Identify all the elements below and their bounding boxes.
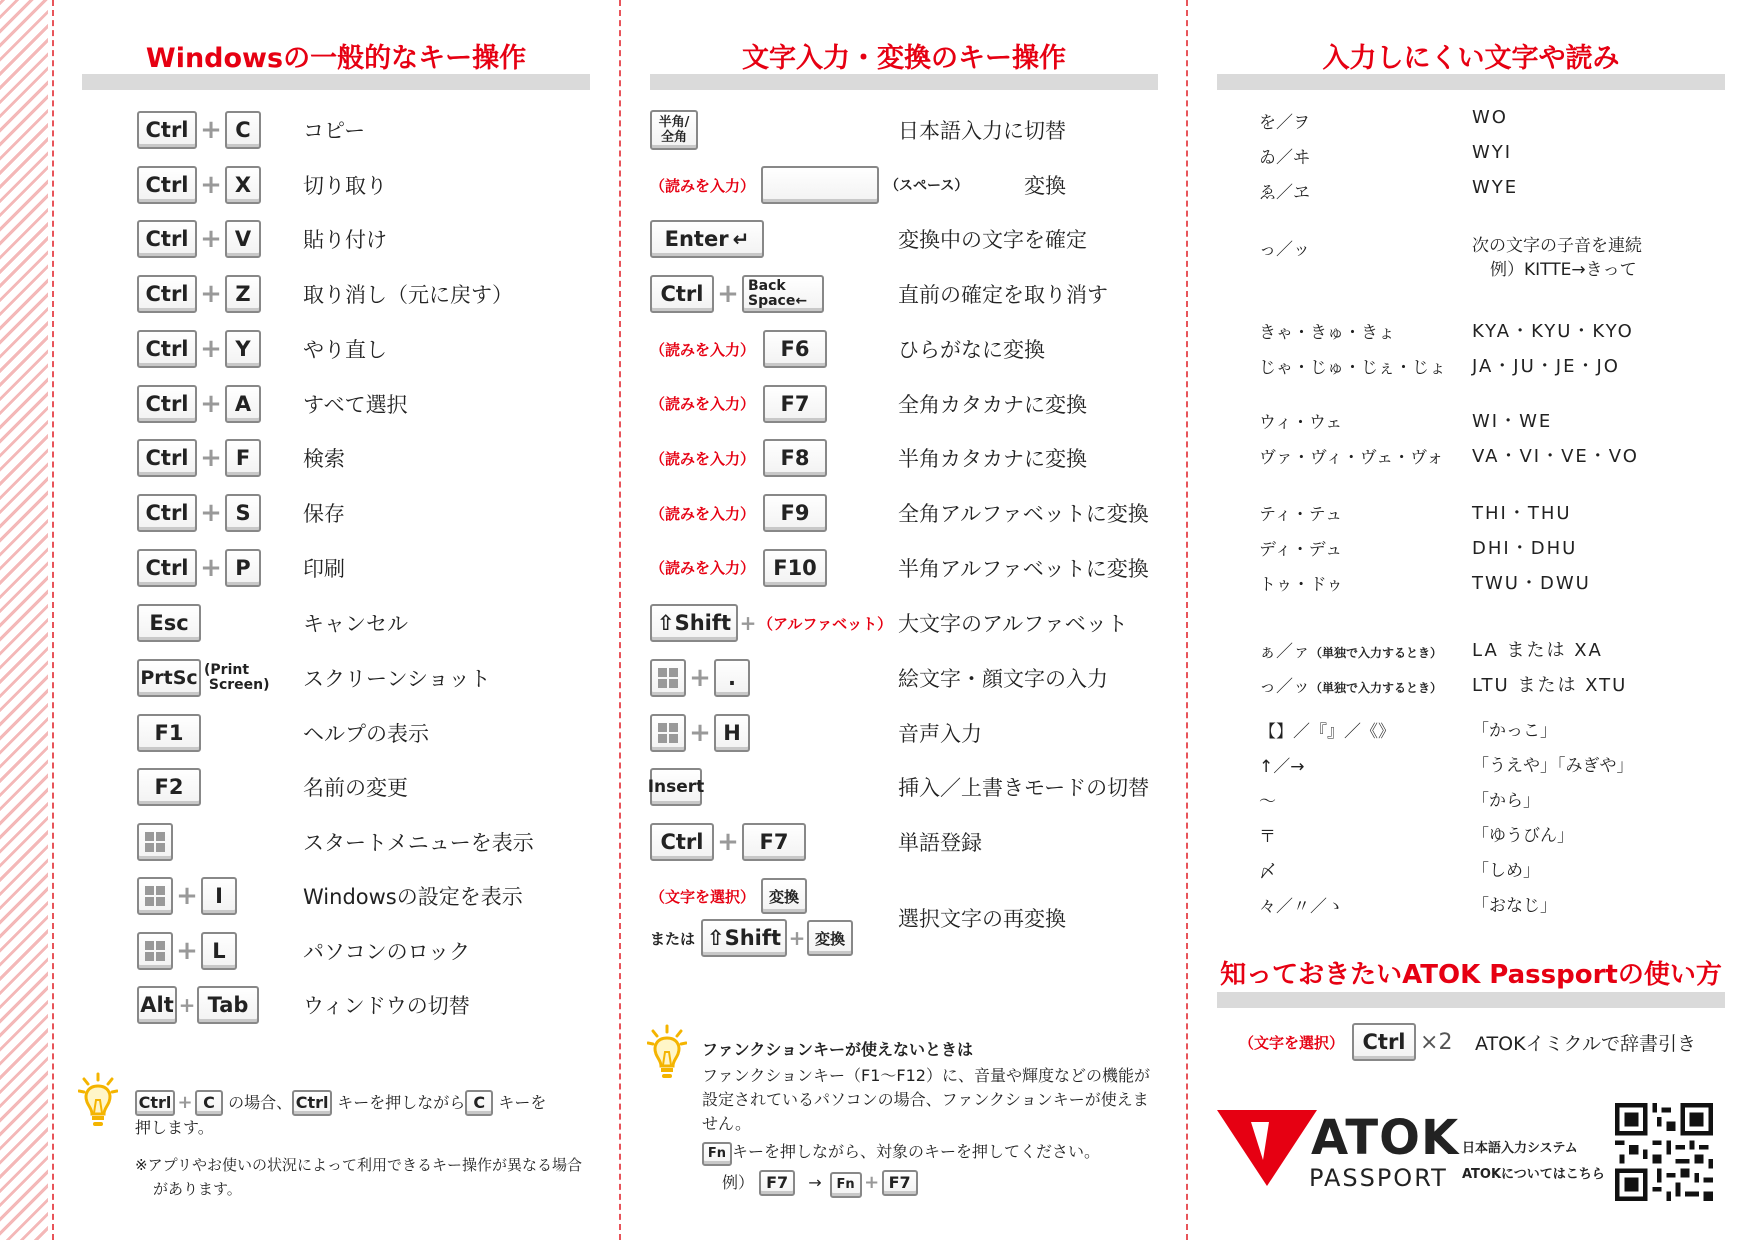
reading-label: 「しめ」 — [1472, 861, 1540, 881]
atok-logo-mark — [1217, 1110, 1317, 1186]
shortcut-description: パソコンのロック — [303, 940, 471, 964]
shortcut-description: 挿入／上書きモードの切替 — [898, 776, 1150, 800]
character-label: きゃ・きゅ・きょ — [1259, 323, 1395, 343]
reading-input-label: （読みを入力） — [650, 340, 756, 359]
shortcut-row — [650, 163, 1158, 207]
column-divider — [619, 0, 621, 1240]
shortcut-description: 半角アルファベットに変換 — [898, 556, 1149, 581]
ctrl-key: Ctrl — [137, 549, 197, 587]
shortcut-description: コピー — [303, 119, 366, 143]
tip-text: Ctrl + C の場合、 Ctrl キーを押しながら C キーを 押します。 — [135, 1092, 547, 1137]
lightbulb-icon — [647, 1024, 687, 1084]
function-key: F9 — [763, 494, 827, 532]
ctrl-key: Ctrl — [137, 439, 197, 477]
plus-icon: + — [200, 279, 222, 310]
f7-key: F7 — [759, 1170, 795, 1196]
function-key: F7 — [763, 385, 827, 423]
space-key — [761, 166, 879, 204]
character-label: 〜 — [1259, 792, 1276, 812]
letter-key: X — [225, 166, 261, 204]
ctrl-key: Ctrl — [137, 166, 197, 204]
shift-key: ⇧Shift — [701, 919, 787, 957]
column-divider — [1186, 0, 1188, 1240]
shortcut-row — [82, 491, 590, 535]
character-label: トゥ・ドゥ — [1259, 575, 1344, 595]
plus-icon: + — [176, 936, 198, 966]
windows-key — [650, 659, 686, 697]
letter-key: Y — [225, 330, 261, 368]
shortcut-row — [650, 546, 1158, 590]
alt-key: Alt — [137, 986, 177, 1024]
plus-icon: + — [200, 497, 222, 528]
function-key: F6 — [763, 330, 827, 368]
shortcut-description: 直前の確定を取り消す — [898, 283, 1108, 307]
f1-key: F1 — [137, 714, 201, 752]
shortcut-description: 変換中の文字を確定 — [898, 228, 1087, 252]
shortcut-row — [650, 711, 1158, 755]
character-label: じゃ・じゅ・じぇ・じょ — [1259, 358, 1446, 378]
shortcut-description: 単語登録 — [898, 831, 982, 855]
character-label: 【】／『』／《》 — [1259, 722, 1395, 742]
letter-key: F — [225, 439, 261, 477]
section-bar — [1217, 992, 1725, 1008]
shortcut-row — [82, 382, 590, 426]
windows-logo-icon — [145, 832, 165, 852]
column-divider — [52, 0, 54, 1240]
shortcut-row — [82, 163, 590, 207]
shortcut-row — [650, 820, 1158, 864]
character-label: っ／ッ（単独で入力するとき） — [1259, 677, 1443, 697]
c-key: C — [195, 1090, 223, 1116]
ctrl-key: Ctrl — [292, 1090, 332, 1116]
plus-icon: + — [176, 881, 198, 911]
input-conversion-column — [647, 0, 1158, 1240]
shortcut-row — [82, 656, 590, 700]
ctrl-key: Ctrl — [137, 494, 197, 532]
character-label: 々／〃／ゝ — [1259, 897, 1344, 917]
reading-label: LA または XA — [1472, 640, 1603, 661]
esc-key: Esc — [137, 604, 201, 642]
lightbulb-icon — [78, 1072, 118, 1132]
reading-label: WYE — [1472, 177, 1519, 198]
insert-key: Insert — [650, 768, 702, 806]
l-key: L — [201, 932, 237, 970]
atok-logo-text: ATOK — [1311, 1110, 1460, 1166]
fn-key: Fn — [830, 1172, 862, 1198]
section-bar — [82, 74, 590, 90]
times-two-label: ×2 — [1420, 1029, 1453, 1055]
shortcut-description: 選択文字の再変換 — [898, 907, 1066, 931]
plus-icon: + — [200, 224, 222, 255]
shortcut-row — [82, 874, 590, 918]
section-title: 知っておきたいATOK Passportの使い方 — [1220, 960, 1722, 990]
shortcut-row — [82, 601, 590, 645]
character-label: 〒 — [1259, 827, 1276, 847]
plus-icon: + — [689, 718, 711, 748]
letter-key: S — [225, 494, 261, 532]
plus-icon: + — [200, 333, 222, 364]
qr-code-icon[interactable] — [1615, 1103, 1713, 1201]
plus-icon: + — [689, 663, 711, 693]
shortcut-row — [650, 601, 1158, 645]
shortcut-row — [82, 272, 590, 316]
ctrl-key: Ctrl — [137, 385, 197, 423]
letter-key: V — [225, 220, 261, 258]
reading-label: WI・WE — [1472, 411, 1553, 432]
shortcut-description: スタートメニューを表示 — [303, 831, 534, 855]
character-label: ↑／→ — [1259, 757, 1305, 777]
plus-icon: + — [739, 611, 757, 635]
reading-label: WYI — [1472, 142, 1513, 163]
shortcut-description: Windowsの設定を表示 — [303, 885, 523, 909]
windows-logo-icon — [145, 941, 165, 961]
ctrl-key: Ctrl — [137, 330, 197, 368]
ctrl-key: Ctrl — [137, 111, 197, 149]
shortcut-row — [82, 327, 590, 371]
shortcut-description: ひらがなに変換 — [898, 338, 1045, 362]
reading-label: 「おなじ」 — [1472, 896, 1557, 916]
function-key: F8 — [763, 439, 827, 477]
reading-label: KYA・KYU・KYO — [1472, 321, 1634, 342]
henkan-key: 変換 — [761, 878, 807, 914]
shortcut-description: すべて選択 — [303, 392, 408, 417]
shortcut-description: 取り消し（元に戻す） — [303, 283, 513, 308]
shortcut-row — [650, 108, 1158, 152]
shortcut-row — [650, 656, 1158, 700]
ctrl-key: Ctrl — [1352, 1023, 1416, 1061]
ctrl-key: Ctrl — [137, 220, 197, 258]
reading-input-label: （読みを入力） — [650, 176, 756, 195]
shortcut-row — [82, 217, 590, 261]
character-label: ぁ／ァ（単独で入力するとき） — [1259, 642, 1443, 662]
reading-input-label: （読みを入力） — [650, 449, 756, 468]
henkan-key: 変換 — [807, 920, 853, 956]
decorative-stripe — [0, 0, 48, 1240]
character-label: ティ・テュ — [1259, 505, 1343, 525]
shortcut-description: 保存 — [303, 501, 345, 526]
tip-body: ファンクションキー（F1〜F12）に、音量や輝度などの機能が設定されているパソコンの場合、ファンクションキーが使えません。 — [702, 1066, 1150, 1133]
passport-row — [1217, 1020, 1725, 1064]
function-key: F10 — [763, 549, 827, 587]
character-label: を／ヲ — [1259, 113, 1310, 133]
reading-label: 「ゆうびん」 — [1472, 826, 1574, 846]
hankaku-zenkaku-key: 半角/ 全角 — [650, 110, 698, 150]
reading-label: LTU または XTU — [1472, 675, 1628, 696]
shortcut-description: 名前の変更 — [303, 776, 408, 800]
space-label: （スペース） — [885, 178, 969, 194]
character-label: ゐ／ヰ — [1259, 148, 1310, 168]
windows-key — [650, 714, 686, 752]
character-label: ディ・デュ — [1259, 540, 1343, 560]
difficult-characters-column — [1217, 0, 1725, 1240]
shortcut-row — [650, 217, 1158, 261]
shortcut-row — [82, 546, 590, 590]
windows-keys-column — [82, 0, 590, 1240]
plus-icon: + — [200, 115, 222, 145]
shortcut-description: 全角カタカナに変換 — [898, 392, 1087, 417]
letter-key: P — [225, 549, 261, 587]
windows-logo-icon — [145, 886, 165, 906]
section-bar — [650, 74, 1158, 90]
plus-icon: + — [200, 443, 222, 474]
enter-key: Enter ↵ — [650, 220, 764, 258]
plus-icon: + — [717, 827, 739, 857]
passport-description: ATOKイミクルで辞書引き — [1475, 1032, 1696, 1055]
reading-label: 「かっこ」 — [1472, 721, 1557, 741]
shortcut-row — [650, 491, 1158, 535]
reading-label: VA・VI・VE・VO — [1472, 446, 1639, 467]
section-title: 文字入力・変換のキー操作 — [742, 43, 1066, 74]
shortcut-description: 変換 — [1024, 174, 1066, 198]
prtsc-note: (Print Screen) — [204, 662, 270, 693]
shortcut-row — [82, 765, 590, 809]
backspace-key: Back Space← — [742, 275, 824, 313]
reading-input-label: （読みを入力） — [650, 504, 756, 523]
ctrl-key: Ctrl — [650, 823, 714, 861]
shortcut-description: 全角アルファベットに変換 — [898, 502, 1149, 527]
shortcut-description: ウィンドウの切替 — [303, 994, 470, 1018]
shortcut-row — [82, 983, 590, 1027]
f2-key: F2 — [137, 768, 201, 806]
reading-label: THI・THU — [1472, 503, 1572, 524]
plus-icon: + — [200, 169, 222, 200]
period-key: . — [714, 659, 750, 697]
character-label: ウィ・ウェ — [1259, 413, 1343, 433]
select-text-label: （文字を選択） — [1239, 1033, 1345, 1052]
prtsc-key: PrtSc — [137, 659, 201, 697]
ctrl-key: Ctrl — [137, 275, 197, 313]
atok-info-link[interactable]: ATOKについてはこちら — [1462, 1167, 1605, 1182]
reading-label: DHI・DHU — [1472, 538, 1578, 559]
shortcut-row — [82, 820, 590, 864]
shortcut-description: ヘルプの表示 — [303, 722, 429, 746]
character-label: っ／ッ — [1259, 240, 1310, 260]
shortcut-row — [82, 929, 590, 973]
windows-logo-icon — [658, 723, 678, 743]
ctrl-key: Ctrl — [650, 275, 714, 313]
tip-note: ※アプリやお使いの状況によって利用できるキー操作が異なる場合があります。 — [135, 1156, 582, 1198]
reading-label: 次の文字の子音を連続 例）KITTE→きって — [1472, 236, 1642, 280]
character-label: ゑ／ヱ — [1259, 183, 1310, 203]
shortcut-description: 大文字のアルファベット — [898, 612, 1128, 636]
tip-example: 例） F7 → Fn + F7 — [722, 1170, 918, 1198]
plus-icon: + — [788, 926, 806, 950]
shortcut-description: 音声入力 — [898, 722, 982, 746]
i-key: I — [201, 877, 237, 915]
shortcut-description: 検索 — [303, 447, 345, 472]
shortcut-row — [82, 108, 590, 152]
reading-label: 「から」 — [1472, 791, 1540, 811]
logo-caption: 日本語入力システム — [1462, 1141, 1578, 1156]
shift-key: ⇧Shift — [650, 604, 738, 642]
shortcut-description: 印刷 — [303, 556, 345, 581]
letter-key: A — [225, 385, 261, 423]
windows-key — [137, 932, 173, 970]
letter-key: Z — [225, 275, 261, 313]
reading-label: WO — [1472, 107, 1508, 128]
shortcut-row — [650, 327, 1158, 371]
reading-label: TWU・DWU — [1472, 573, 1591, 594]
reading-input-label: （読みを入力） — [650, 559, 756, 578]
shortcut-description: 日本語入力に切替 — [898, 119, 1066, 143]
shortcut-description: 貼り付け — [303, 228, 387, 253]
or-label: または — [650, 929, 696, 948]
alphabet-label: （アルファベット） — [758, 614, 893, 633]
section-title: 入力しにくい文字や読み — [1322, 43, 1620, 74]
fn-key: Fn — [702, 1142, 732, 1166]
tip-fn-line: Fn キーを押しながら、対象のキーを押してください。 — [702, 1140, 1162, 1166]
shortcut-row — [650, 272, 1158, 316]
tip-title: ファンクションキーが使えないときは — [702, 1040, 974, 1059]
select-text-label: （文字を選択） — [650, 887, 756, 906]
character-label: 〆 — [1259, 862, 1276, 882]
passport-logo-text: PASSPORT — [1309, 1164, 1448, 1192]
shortcut-description: 絵文字・顔文字の入力 — [898, 667, 1108, 691]
character-label: ヴァ・ヴィ・ヴェ・ヴォ — [1259, 448, 1444, 468]
plus-icon: + — [200, 388, 222, 419]
section-title: Windowsの一般的なキー操作 — [145, 43, 527, 74]
plus-icon: + — [200, 552, 222, 583]
f7-key: F7 — [882, 1170, 918, 1196]
ctrl-key: Ctrl — [135, 1090, 175, 1116]
windows-key — [137, 823, 173, 861]
plus-icon: + — [178, 993, 196, 1017]
reading-input-label: （読みを入力） — [650, 395, 756, 414]
shortcut-row — [82, 436, 590, 480]
shortcut-description: キャンセル — [303, 612, 408, 636]
windows-key — [137, 877, 173, 915]
windows-logo-icon — [658, 668, 678, 688]
tab-key: Tab — [197, 986, 259, 1024]
c-key: C — [465, 1090, 493, 1116]
plus-icon: + — [717, 279, 739, 309]
shortcut-row — [647, 765, 1158, 809]
shortcut-description: スクリーンショット — [303, 667, 491, 691]
shortcut-description: 切り取り — [303, 173, 387, 198]
letter-key: C — [225, 111, 261, 149]
h-key: H — [714, 714, 750, 752]
return-arrow-icon: ↵ — [732, 227, 750, 251]
shortcut-row — [82, 711, 590, 755]
reading-label: JA・JU・JE・JO — [1472, 356, 1620, 377]
shortcut-description: 半角カタカナに変換 — [898, 447, 1087, 472]
reading-label: 「うえや」「みぎや」 — [1472, 756, 1634, 776]
shortcut-description: やり直し — [303, 337, 387, 362]
section-bar — [1217, 74, 1725, 90]
shortcut-row — [650, 436, 1158, 480]
f7-key: F7 — [742, 823, 806, 861]
shortcut-row — [650, 382, 1158, 426]
